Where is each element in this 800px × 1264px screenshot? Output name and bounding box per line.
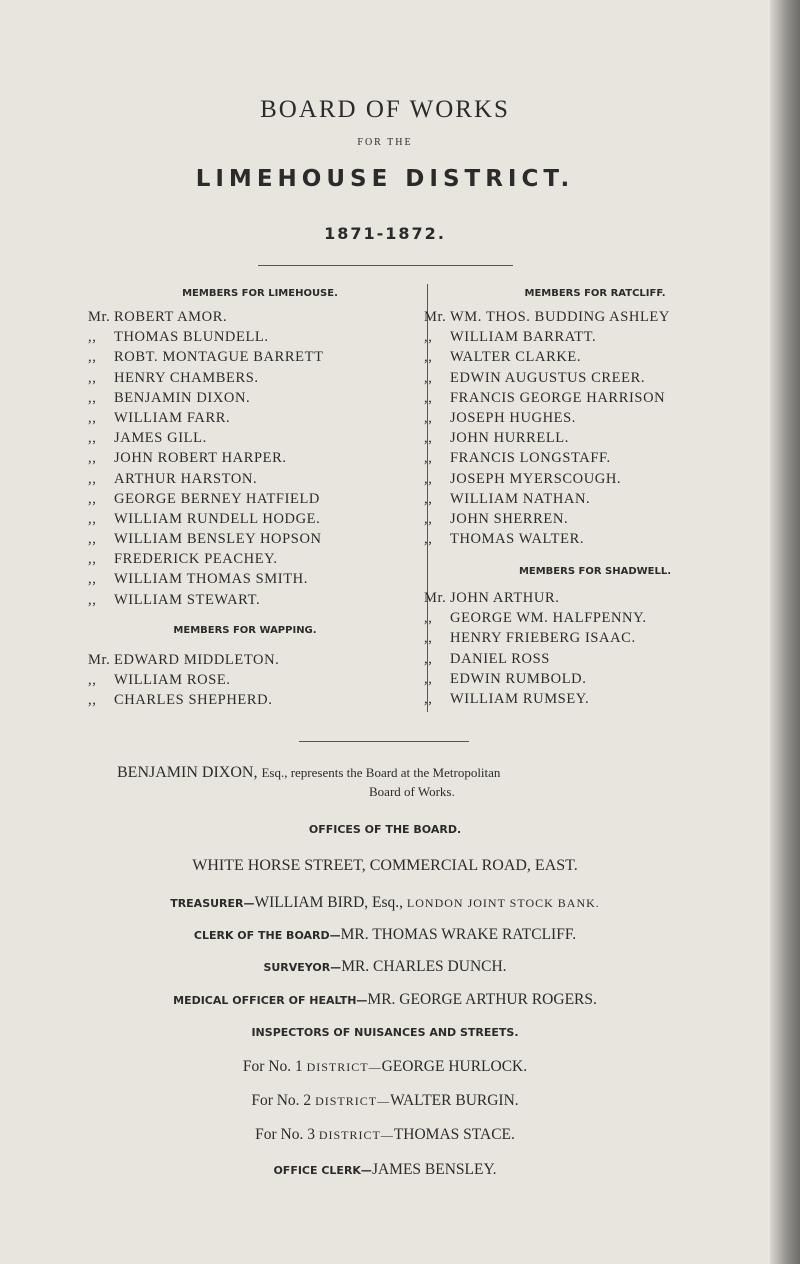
member-name: JOHN ARTHUR. <box>450 590 560 606</box>
treasurer-line <box>0 894 770 912</box>
treasurer-label: TREASURER— <box>170 897 255 910</box>
member-name: WILLIAM FARR. <box>114 409 231 426</box>
offices-heading: OFFICES OF THE BOARD. <box>308 823 462 836</box>
member-name: ARTHUR HARSTON. <box>114 470 258 487</box>
member-name: THOMAS WALTER. <box>450 531 585 548</box>
limehouse-list <box>88 307 324 610</box>
inspector-line <box>0 1126 770 1144</box>
member-prefix: ,, <box>88 349 97 366</box>
member-prefix: Mr. <box>88 309 111 325</box>
member-name: WILLIAM STEWART. <box>114 591 261 608</box>
clerk-name: MR. THOMAS WRAKE RATCLIFF. <box>340 926 577 943</box>
member-prefix: ,, <box>88 531 97 548</box>
offices-address: WHITE HORSE STREET, COMMERCIAL ROAD, EAST. <box>192 857 578 874</box>
member-prefix: ,, <box>424 450 433 467</box>
member-name: JOHN HURRELL. <box>450 430 569 447</box>
list-item <box>424 368 670 388</box>
member-name: CHARLES SHEPHERD. <box>114 692 273 709</box>
list-item <box>424 689 647 709</box>
member-name: WILLIAM ROSE. <box>114 672 231 689</box>
list-item <box>424 428 670 448</box>
list-item <box>88 469 324 489</box>
wapping-list <box>88 650 279 711</box>
member-prefix: ,, <box>424 329 433 346</box>
list-item <box>424 448 670 468</box>
list-item <box>424 469 670 489</box>
inspector-district: DISTRICT— <box>315 1094 391 1108</box>
member-name: BENJAMIN DIXON. <box>114 389 251 406</box>
member-prefix: ,, <box>424 349 433 366</box>
list-item <box>88 307 324 327</box>
member-prefix: ,, <box>88 591 97 608</box>
years: 1871-1872. <box>324 224 446 243</box>
office-clerk-label: OFFICE CLERK— <box>273 1164 372 1177</box>
member-prefix: ,, <box>424 490 433 507</box>
treasurer-name: WILLIAM BIRD, Esq., <box>254 894 404 911</box>
member-name: WILLIAM RUNDELL HODGE. <box>114 510 321 527</box>
page-edge <box>770 0 800 1264</box>
surveyor-name: MR. CHARLES DUNCH. <box>341 958 507 975</box>
member-prefix: ,, <box>88 692 97 709</box>
list-item <box>88 347 324 367</box>
middle-divider <box>299 741 469 742</box>
list-item <box>88 569 324 589</box>
clerk-line <box>0 926 770 944</box>
member-name: FRANCIS GEORGE HARRISON <box>450 389 666 406</box>
list-item <box>88 529 324 549</box>
clerk-label: CLERK OF THE BOARD— <box>193 929 341 942</box>
representative-name: BENJAMIN DIXON, <box>117 764 258 781</box>
member-prefix: ,, <box>424 610 433 627</box>
member-name: JOSEPH HUGHES. <box>450 409 577 426</box>
wapping-heading: MEMBERS FOR WAPPING. <box>173 625 317 636</box>
member-name: ROBT. MONTAGUE BARRETT <box>114 349 324 366</box>
member-prefix: ,, <box>424 531 433 548</box>
member-prefix: ,, <box>424 510 433 527</box>
list-item <box>88 590 324 610</box>
limehouse-heading: MEMBERS FOR LIMEHOUSE. <box>182 288 338 299</box>
member-prefix: ,, <box>88 450 97 467</box>
member-prefix: ,, <box>88 430 97 447</box>
member-name: WILLIAM NATHAN. <box>450 490 591 507</box>
inspector-name: THOMAS STACE. <box>393 1126 515 1143</box>
member-prefix: ,, <box>88 490 97 507</box>
member-name: WILLIAM BENSLEY HOPSON <box>114 531 322 548</box>
list-item <box>88 368 324 388</box>
member-name: FREDERICK PEACHEY. <box>114 551 278 568</box>
list-item <box>424 327 670 347</box>
member-name: DANIEL ROSS <box>450 650 550 667</box>
treasurer-bank: LONDON JOINT STOCK BANK. <box>406 896 600 910</box>
member-name: WALTER CLARKE. <box>450 349 582 366</box>
list-item <box>88 408 324 428</box>
list-item <box>88 428 324 448</box>
member-prefix: ,, <box>88 409 97 426</box>
medical-line <box>0 991 770 1009</box>
member-prefix: ,, <box>88 470 97 487</box>
member-prefix: ,, <box>424 690 433 707</box>
list-item <box>88 690 279 710</box>
inspectors-heading: INSPECTORS OF NUISANCES AND STREETS. <box>251 1026 519 1039</box>
member-prefix: ,, <box>424 670 433 687</box>
member-prefix: ,, <box>424 369 433 386</box>
member-name: ROBERT AMOR. <box>114 309 228 325</box>
board-title: BOARD OF WORKS <box>260 96 510 123</box>
inspector-line <box>0 1092 770 1110</box>
member-name: EDWARD MIDDLETON. <box>114 652 280 668</box>
member-prefix: ,, <box>424 630 433 647</box>
member-name: HENRY CHAMBERS. <box>114 369 259 386</box>
inspector-district: DISTRICT— <box>318 1128 394 1142</box>
for-the-label: FOR THE <box>357 137 413 148</box>
member-name: WILLIAM RUMSEY. <box>450 690 590 707</box>
list-item <box>424 388 670 408</box>
member-name: EDWIN RUMBOLD. <box>450 670 587 687</box>
member-name: JOHN SHERREN. <box>450 510 569 527</box>
inspector-name: GEORGE HURLOCK. <box>381 1058 528 1075</box>
list-item <box>424 588 647 608</box>
member-name: JOHN ROBERT HARPER. <box>114 450 287 467</box>
member-prefix: ,, <box>88 369 97 386</box>
inspector-name: WALTER BURGIN. <box>390 1092 519 1109</box>
top-divider <box>258 265 513 266</box>
member-name: HENRY FRIEBERG ISAAC. <box>450 630 636 647</box>
member-prefix: Mr. <box>424 309 447 325</box>
list-item <box>424 307 670 327</box>
member-prefix: ,, <box>88 571 97 588</box>
member-name: GEORGE BERNEY HATFIELD <box>114 490 320 507</box>
member-prefix: ,, <box>88 389 97 406</box>
inspector-prefix: For No. 3 <box>255 1126 315 1143</box>
list-item <box>88 327 324 347</box>
list-item <box>424 649 647 669</box>
representative-note-line1: Esq., represents the Board at the Metropolitan <box>261 765 501 780</box>
list-item <box>88 650 279 670</box>
list-item <box>424 669 647 689</box>
surveyor-label: SURVEYOR— <box>263 961 342 974</box>
shadwell-heading: MEMBERS FOR SHADWELL. <box>518 566 672 577</box>
office-clerk-name: JAMES BENSLEY. <box>371 1161 497 1178</box>
office-clerk-line <box>0 1161 770 1179</box>
member-name: JOSEPH MYERSCOUGH. <box>450 470 622 487</box>
member-name: FRANCIS LONGSTAFF. <box>450 450 611 467</box>
list-item <box>424 608 647 628</box>
list-item <box>424 489 670 509</box>
medical-label: MEDICAL OFFICER OF HEALTH— <box>173 994 368 1007</box>
list-item <box>88 549 324 569</box>
representative-note-line2: Board of Works. <box>369 784 455 799</box>
member-prefix: ,, <box>424 470 433 487</box>
member-prefix: ,, <box>424 650 433 667</box>
shadwell-list <box>424 588 647 709</box>
member-prefix: ,, <box>88 510 97 527</box>
member-prefix: ,, <box>88 672 97 689</box>
inspector-line <box>0 1058 770 1076</box>
list-item <box>88 388 324 408</box>
list-item <box>424 529 670 549</box>
representative-note <box>117 764 757 799</box>
district-title: LIMEHOUSE DISTRICT. <box>195 166 575 192</box>
list-item <box>424 347 670 367</box>
member-name: WM. THOS. BUDDING ASHLEY <box>450 309 670 325</box>
list-item <box>424 408 670 428</box>
member-name: WILLIAM BARRATT. <box>450 329 597 346</box>
member-prefix: ,, <box>88 329 97 346</box>
member-name: WILLIAM THOMAS SMITH. <box>114 571 308 588</box>
surveyor-line <box>0 958 770 976</box>
list-item <box>424 628 647 648</box>
member-prefix: Mr. <box>88 652 111 668</box>
inspector-prefix: For No. 2 <box>251 1092 312 1109</box>
list-item <box>88 489 324 509</box>
member-prefix: ,, <box>88 551 97 568</box>
member-name: JAMES GILL. <box>114 430 207 447</box>
list-item <box>424 509 670 529</box>
list-item <box>88 448 324 468</box>
member-prefix: ,, <box>424 430 433 447</box>
member-name: EDWIN AUGUSTUS CREER. <box>450 369 646 386</box>
member-prefix: ,, <box>424 389 433 406</box>
inspector-prefix: For No. 1 <box>242 1058 303 1075</box>
ratcliff-list <box>424 307 670 549</box>
inspector-district: DISTRICT— <box>306 1060 382 1074</box>
list-item <box>88 509 324 529</box>
list-item <box>88 670 279 690</box>
member-prefix: ,, <box>424 409 433 426</box>
member-prefix: Mr. <box>424 590 447 606</box>
medical-name: MR. GEORGE ARTHUR ROGERS. <box>367 991 597 1008</box>
member-name: GEORGE WM. HALFPENNY. <box>450 610 647 627</box>
member-name: THOMAS BLUNDELL. <box>114 329 269 346</box>
ratcliff-heading: MEMBERS FOR RATCLIFF. <box>524 288 666 299</box>
